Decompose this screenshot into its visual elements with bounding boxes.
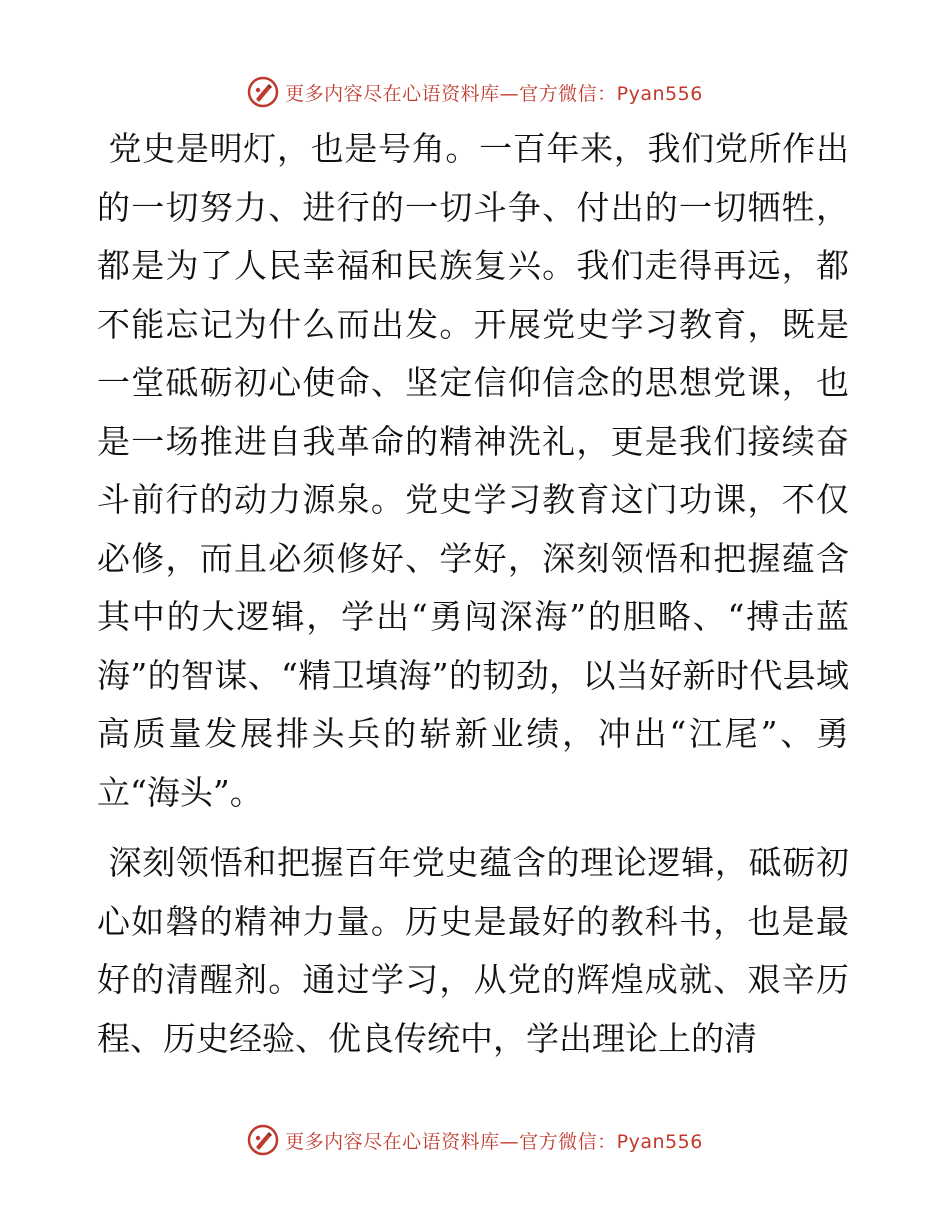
paragraph-2: 深刻领悟和把握百年党史蕴含的理论逻辑，砥砺初心如磐的精神力量。历史是最好的教科书，也是最好的清醒剂。通过学习，从党的辉煌成就、艰辛历程、历史经验、优良传统中，学出理论上的清 (97, 843, 849, 1058)
footer-banner (0, 1122, 950, 1158)
pen-seal-icon (247, 1124, 279, 1156)
footer-banner-text: 更多内容尽在心语资料库—官方微信：Pyan556 (285, 1130, 703, 1153)
header-banner (0, 74, 950, 110)
pen-seal-icon (247, 76, 279, 108)
paragraph-1: 党史是明灯，也是号角。一百年来，我们党所作出的一切努力、进行的一切斗争、付出的一切牺牲，都是为了人民幸福和民族复兴。我们走得再远，都不能忘记为什么而出发。开展党史学习教育，既是一堂砥砺初心使命、坚定信仰信念的思想党课，也是一场推进自我革命的精神洗礼，更是我们接续奋斗前行的动力源泉。党史学习教育这门功课，不仅必修，而且必须修好、学好，深刻领悟和把握蕴含其中的大逻辑，学出“勇闯深海”的胆略、“搏击蓝海”的智谋、“精卫填海”的韧劲，以当好新时代县域高质量发展排头兵的崭新业绩，冲出“江尾”、勇立“海头”。 (97, 129, 849, 812)
header-banner-text: 更多内容尽在心语资料库—官方微信：Pyan556 (285, 82, 703, 105)
document-body (97, 120, 849, 1068)
